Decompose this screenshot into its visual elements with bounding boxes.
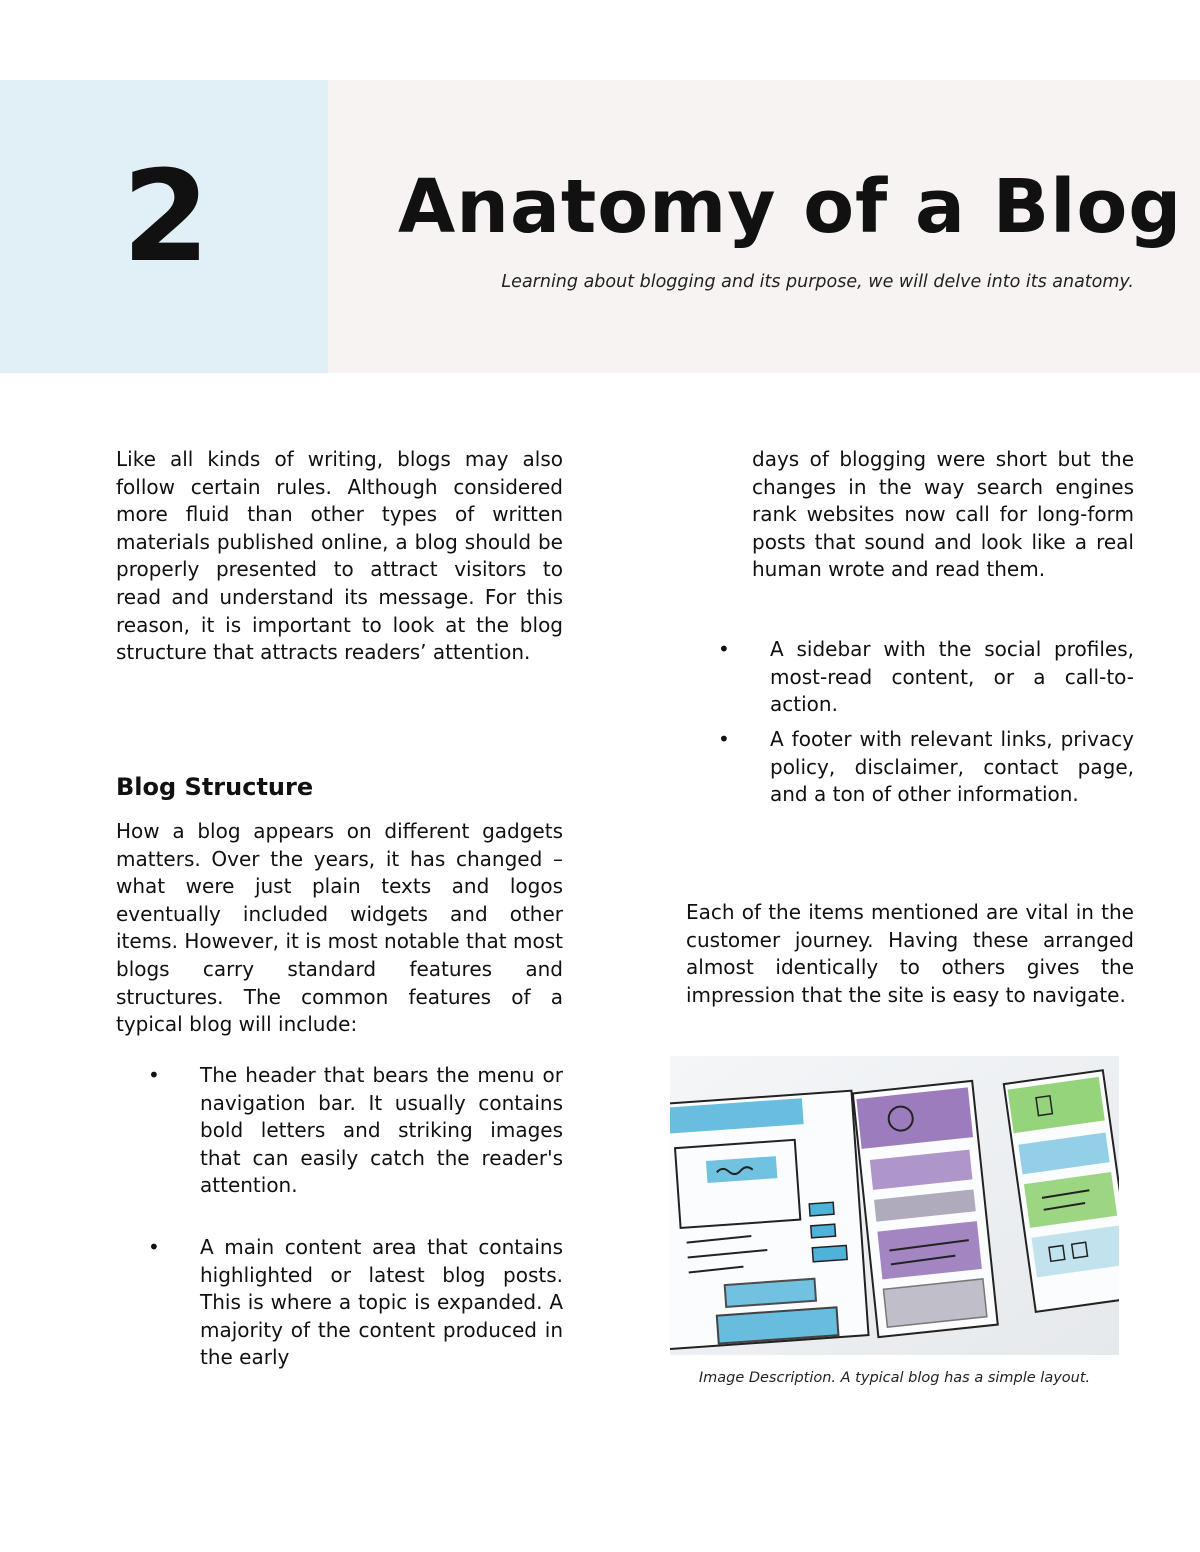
wireframe-sketch-illustration [670,1056,1119,1355]
feature-header-text: The header that bears the menu or navigation bar. It usually contains bold letters and striking images that can easily catch the reader's attention. [200,1063,563,1198]
chapter-title-panel [328,80,1200,373]
chapter-header [0,80,1200,373]
feature-main-content-continued: days of blogging were short but the changes in the way search engines rank websites now call for long-form posts that sound and look like a real human wrote and read them. [752,447,1134,582]
feature-sidebar-text: A sidebar with the social profiles, most-read content, or a call-to-action. [770,637,1134,717]
feature-footer-text: A footer with relevant links, privacy policy, disclaimer, contact page, and a ton of other information. [770,727,1134,807]
sketch-tablet-wireframe [853,1081,998,1337]
chapter-number-panel [0,80,328,373]
closing-paragraph: Each of the items mentioned are vital in the customer journey. Having these arranged almost identically to others gives the impression that the site is easy to navigate. [686,900,1134,1007]
figure-caption: Image Description. A typical blog has a simple layout. [698,1370,1091,1386]
chapter-number: 2 [122,143,206,290]
section-paragraph: How a blog appears on different gadgets matters. Over the years, it has changed – what were just plain texts and logos eventually included widgets and other items. However, it is most notable that most blogs carry standard features and structures. The common features of a typical blog will include: [116,819,563,1037]
bullet-icon: • [718,727,730,751]
bullet-icon: • [148,1235,160,1259]
intro-paragraph: Like all kinds of writing, blogs may also follow certain rules. Although considered more fluid than other types of written materials published online, a blog should be properly presented to attract visitors to read and understand its message. For this reason, it is important to look at the blog structure that attracts readers’ attention. [116,447,563,665]
page-title: Anatomy of a Blog [398,164,1183,250]
bullet-icon: • [718,637,730,661]
wireframe-sketch-image [670,1056,1119,1355]
section-heading: Blog Structure [116,773,314,801]
bullet-icon: • [148,1063,160,1087]
page-subtitle: Learning about blogging and its purpose, we will delve into its anatomy. [501,272,1134,292]
sketch-desktop-wireframe [670,1091,869,1349]
feature-main-content-text: A main content area that contains highlighted or latest blog posts. This is where a topic is expanded. A majority of the content produced in the early [200,1235,563,1370]
